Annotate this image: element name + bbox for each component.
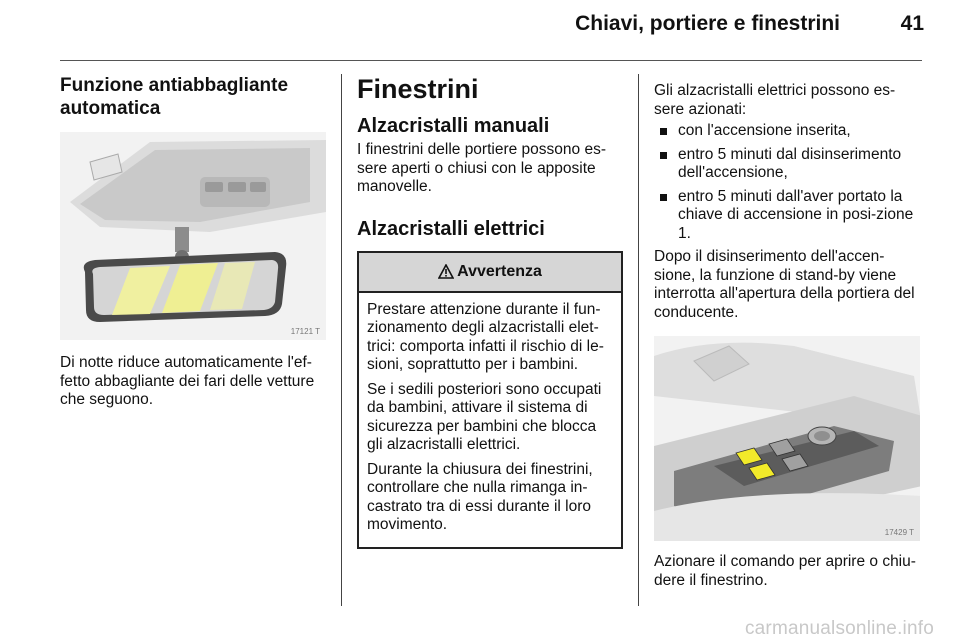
window-switch-drawing: [654, 336, 920, 541]
column-divider-left: [341, 74, 342, 606]
section-heading-antiglare: Funzione antiabbagliante automatica: [60, 75, 289, 119]
warning-label: Avvertenza: [457, 262, 542, 280]
electric-windows-heading: Alzacristalli elettrici: [357, 217, 545, 240]
figure-id: 17429 T: [884, 528, 914, 537]
warning-paragraph: Se i sedili posteriori sono occupati da bambini, attivare il sistema di sicurezza per bambini che blocca gli alzacristalli elettrici.: [367, 380, 602, 453]
warning-triangle-icon: [438, 264, 454, 279]
electric-windows-intro: Gli alzacristalli elettrici possono es-sere azionati:: [654, 82, 896, 118]
conditions-list: [654, 122, 922, 243]
warning-paragraph: Durante la chiusura dei finestrini, controllare che nulla rimanga in-castrato tra di essi durante il loro movimento.: [367, 460, 593, 533]
manual-windows-heading: Alzacristalli manuali: [357, 115, 550, 137]
section-title-windows: Finestrini: [357, 74, 479, 104]
left-column: [60, 74, 326, 410]
warning-box: [357, 251, 623, 549]
middle-column: [357, 74, 623, 549]
list-item: con l'accensione inserita,: [660, 122, 922, 141]
page-number: 41: [900, 12, 924, 35]
rearview-mirror-illustration: [60, 132, 326, 340]
figure-id: 17121 T: [290, 327, 320, 336]
window-switch-illustration: [654, 336, 920, 541]
switch-caption: Azionare il comando per aprire o chiu-dere il finestrino.: [654, 553, 916, 589]
header-rule: [60, 60, 922, 61]
warning-body: [359, 293, 621, 547]
warning-header: [359, 253, 621, 293]
page-header-title: Chiavi, portiere e finestrini: [575, 12, 840, 35]
antiglare-description: Di notte riduce automaticamente l'ef-fetto abbagliante dei fari delle vetture che seguono.: [60, 354, 315, 408]
right-column: [654, 74, 922, 590]
column-divider-right: [638, 74, 639, 606]
warning-paragraph: Prestare attenzione durante il fun-zionamento degli alzacristalli elet-trici: comporta infatti il rischio di le-sioni, soprattutto per i bambini.: [367, 300, 604, 373]
manual-windows-text: I finestrini delle portiere possono es-sere aperti o chiusi con le apposite manovelle.: [357, 141, 606, 195]
watermark: carmanualsonline.info: [744, 618, 934, 639]
mirror-drawing: [60, 132, 326, 340]
list-item: entro 5 minuti dall'aver portato la chiave di accensione in posi-zione 1.: [660, 188, 922, 244]
standby-text: Dopo il disinserimento dell'accen-sione, la funzione di stand-by viene interrotta all'apertura della portiera del conducente.: [654, 248, 915, 321]
list-item: entro 5 minuti dal disinserimento dell'accensione,: [660, 146, 922, 183]
